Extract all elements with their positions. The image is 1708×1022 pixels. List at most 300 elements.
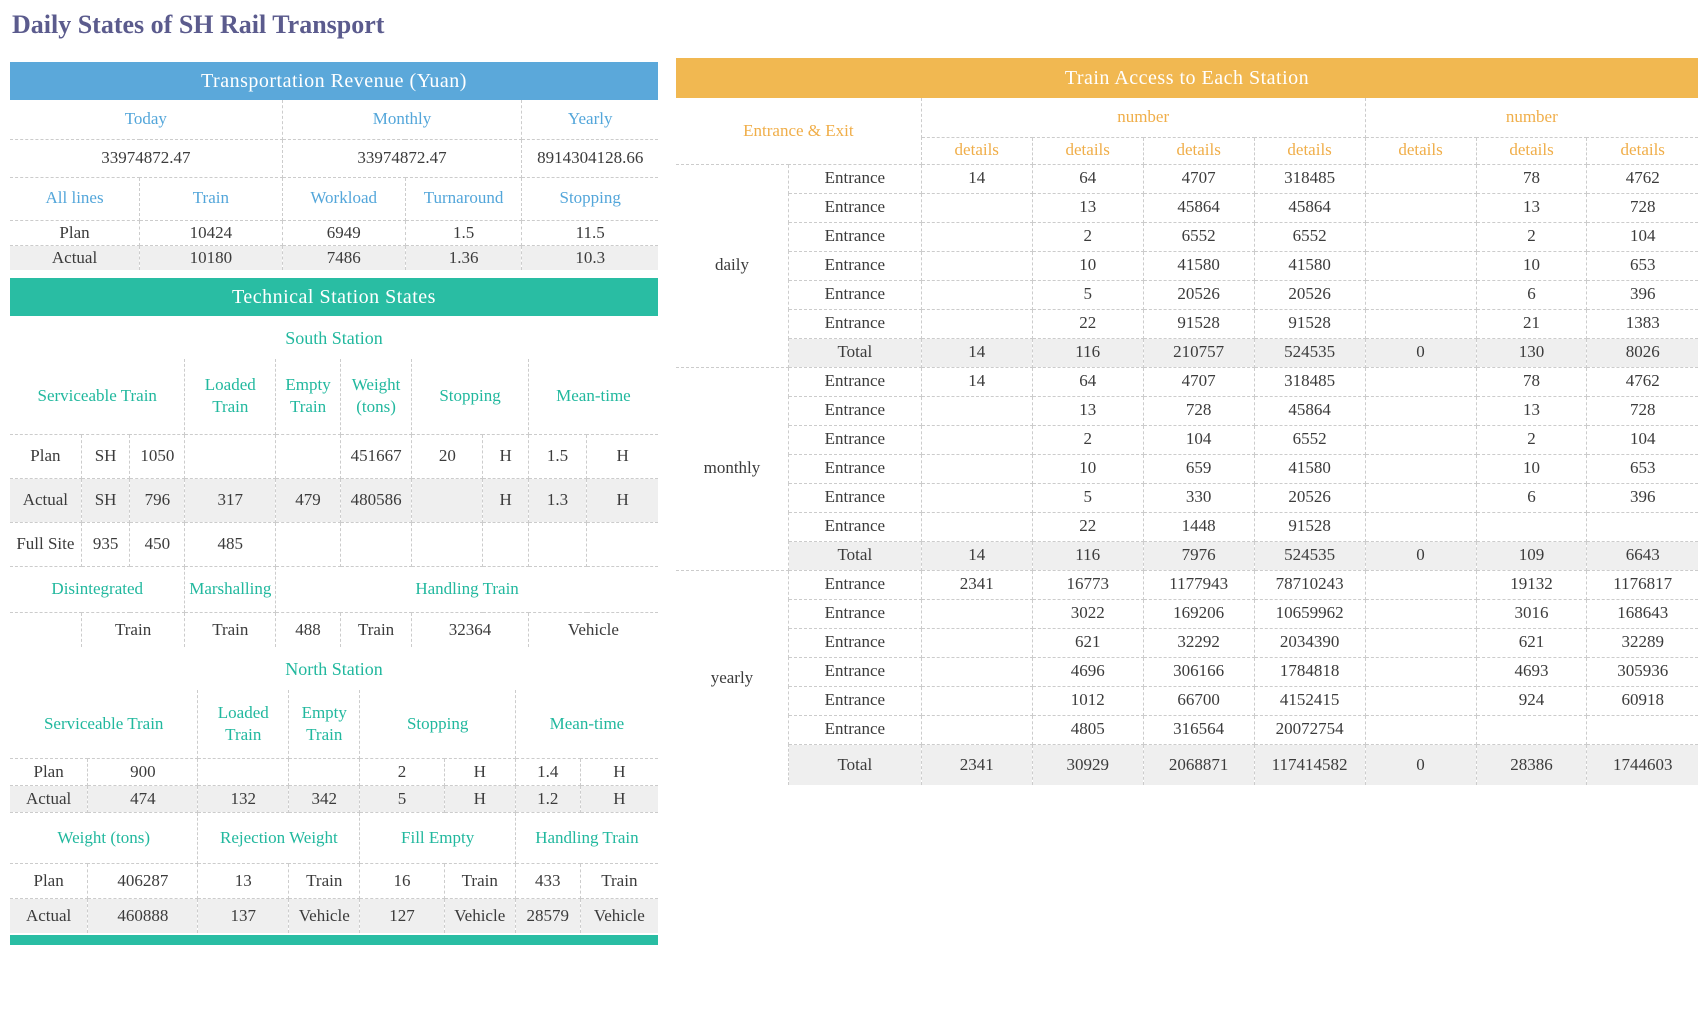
cell: 4696 (1032, 657, 1143, 686)
cell: 64 (1032, 164, 1143, 193)
cell: 4707 (1143, 367, 1254, 396)
cell: 20526 (1143, 280, 1254, 309)
cell: 396 (1587, 483, 1698, 512)
header-cell: Yearly (522, 100, 658, 139)
cell (412, 478, 483, 522)
cell: 728 (1143, 396, 1254, 425)
cell: 13 (198, 863, 289, 898)
cell: 32364 (412, 612, 529, 647)
cell: 104 (1587, 425, 1698, 454)
cell: 137 (198, 898, 289, 933)
header-cell: Serviceable Train (10, 690, 198, 758)
cell: 33974872.47 (282, 139, 522, 177)
cell: 91528 (1254, 309, 1365, 338)
cell: 22 (1032, 309, 1143, 338)
access-group-header-row (676, 98, 1698, 137)
north-headers (10, 690, 658, 758)
cell: 6552 (1254, 425, 1365, 454)
cell: 210757 (1143, 338, 1254, 367)
cell: Plan (10, 863, 88, 898)
cell: 21 (1476, 309, 1587, 338)
cell: 1.36 (405, 245, 522, 270)
revenue-section-header: Transportation Revenue (Yuan) (10, 62, 658, 100)
cell: 3016 (1476, 599, 1587, 628)
header-cell: Weight (tons) (10, 812, 198, 863)
cell: H (580, 758, 658, 785)
total-row (676, 338, 1698, 367)
cell: 5 (1032, 483, 1143, 512)
table-row (10, 359, 658, 434)
cell: 41580 (1143, 251, 1254, 280)
entrance-exit-header: Entrance & Exit (676, 98, 921, 164)
cell: 317 (185, 478, 276, 522)
cell: 20526 (1254, 280, 1365, 309)
entrance-row-label: Entrance (788, 628, 921, 657)
header-cell: Workload (282, 177, 405, 220)
table-row (676, 570, 1698, 599)
cell (921, 425, 1032, 454)
cell: 621 (1476, 628, 1587, 657)
south-headers (10, 359, 658, 434)
header-cell: Weight (tons) (340, 359, 411, 434)
entrance-row-label: Entrance (788, 396, 921, 425)
table-row (676, 454, 1698, 483)
cell: 2341 (921, 570, 1032, 599)
cell: 306166 (1143, 657, 1254, 686)
cell (1365, 657, 1476, 686)
cell: 1448 (1143, 512, 1254, 541)
cell (412, 522, 483, 566)
table-row (676, 628, 1698, 657)
cell (185, 434, 276, 478)
table-row (10, 785, 658, 812)
cell: 10659962 (1254, 599, 1365, 628)
entrance-row-label: Entrance (788, 599, 921, 628)
cell: 10 (1032, 251, 1143, 280)
cell: 4762 (1587, 164, 1698, 193)
cell: 45864 (1143, 193, 1254, 222)
north-sub-rows (10, 863, 658, 933)
cell: 474 (88, 785, 198, 812)
cell: 2 (1476, 222, 1587, 251)
cell: SH (81, 478, 130, 522)
cell: 2034390 (1254, 628, 1365, 657)
cell: 900 (88, 758, 198, 785)
cell: 10 (1476, 454, 1587, 483)
cell: 116 (1032, 541, 1143, 570)
cell: 1050 (130, 434, 185, 478)
details-header: details (1476, 137, 1587, 164)
header-cell: All lines (10, 177, 140, 220)
cell (921, 512, 1032, 541)
cell: 3022 (1032, 599, 1143, 628)
table-row (10, 220, 658, 245)
cell: 13 (1032, 396, 1143, 425)
cell: H (483, 478, 528, 522)
cell (921, 715, 1032, 744)
details-header: details (1587, 137, 1698, 164)
table-row (10, 566, 658, 612)
details-header: details (1143, 137, 1254, 164)
south-station-title: South Station (285, 328, 383, 349)
right-panel (676, 6, 1698, 945)
cell: 6552 (1254, 222, 1365, 251)
cell: 653 (1587, 251, 1698, 280)
cell: 10180 (140, 245, 283, 270)
table-row (10, 522, 658, 566)
cell: 0 (1365, 541, 1476, 570)
details-header: details (921, 137, 1032, 164)
cell: 451667 (340, 434, 411, 478)
revenue-rows (10, 220, 658, 270)
header-cell: Monthly (282, 100, 522, 139)
cell: H (444, 758, 515, 785)
table-row (676, 425, 1698, 454)
cell: 14 (921, 541, 1032, 570)
table-row (676, 483, 1698, 512)
cell: 60918 (1587, 686, 1698, 715)
entrance-row-label: Entrance (788, 657, 921, 686)
cell (1365, 396, 1476, 425)
header-cell: Mean-time (528, 359, 658, 434)
cell (1365, 512, 1476, 541)
access-table (676, 98, 1698, 785)
table-row (10, 139, 658, 177)
cell (1365, 454, 1476, 483)
table-row (676, 599, 1698, 628)
cell: 1383 (1587, 309, 1698, 338)
cell: 64 (1032, 367, 1143, 396)
cell: 16 (360, 863, 444, 898)
cell (921, 309, 1032, 338)
cell: 485 (185, 522, 276, 566)
header-cell: Empty Train (276, 359, 341, 434)
next-section-bar (10, 935, 658, 945)
cell: 1.2 (515, 785, 580, 812)
cell: 524535 (1254, 338, 1365, 367)
cell: Vehicle (580, 898, 658, 933)
north-rows (10, 758, 658, 812)
cell: 4762 (1587, 367, 1698, 396)
total-row (676, 541, 1698, 570)
entrance-row-label: Entrance (788, 512, 921, 541)
cell: 1.3 (528, 478, 586, 522)
entrance-row-label: Entrance (788, 164, 921, 193)
cell (1365, 715, 1476, 744)
page-title: Daily States of SH Rail Transport (12, 10, 385, 39)
cell: 1012 (1032, 686, 1143, 715)
cell: Actual (10, 478, 81, 522)
cell: 2341 (921, 744, 1032, 785)
table-row (676, 309, 1698, 338)
cell: Actual (10, 898, 88, 933)
cell (10, 612, 81, 647)
south-station-table (10, 359, 658, 647)
cell: 2 (1032, 222, 1143, 251)
header-cell: Handling Train (515, 812, 658, 863)
table-row (10, 100, 658, 139)
cell: 14 (921, 164, 1032, 193)
number-group-header: number (1365, 98, 1698, 137)
cell: Vehicle (444, 898, 515, 933)
cell (1365, 686, 1476, 715)
cell: H (580, 785, 658, 812)
cell: 91528 (1143, 309, 1254, 338)
cell: 19132 (1476, 570, 1587, 599)
cell (1365, 628, 1476, 657)
cell: 13 (1032, 193, 1143, 222)
cell: 2 (360, 758, 444, 785)
cell: 2 (1476, 425, 1587, 454)
cell (921, 599, 1032, 628)
header-cell: Fill Empty (360, 812, 516, 863)
cell (1365, 599, 1476, 628)
cell: 330 (1143, 483, 1254, 512)
cell: 1176817 (1587, 570, 1698, 599)
cell: 132 (198, 785, 289, 812)
period-label: yearly (676, 570, 788, 785)
cell: H (587, 478, 658, 522)
cell (289, 758, 360, 785)
cell: 10424 (140, 220, 283, 245)
entrance-row-label: Entrance (788, 309, 921, 338)
cell: 1.5 (405, 220, 522, 245)
entrance-row-label: Entrance (788, 715, 921, 744)
revenue-table (10, 100, 658, 270)
cell: 480586 (340, 478, 411, 522)
header-cell: Handling Train (276, 566, 658, 612)
cell: Train (289, 863, 360, 898)
cell: 6 (1476, 483, 1587, 512)
table-row (10, 612, 658, 647)
cell (1365, 222, 1476, 251)
cell: 91528 (1254, 512, 1365, 541)
table-row (676, 512, 1698, 541)
entrance-row-label: Entrance (788, 686, 921, 715)
cell: Plan (10, 220, 140, 245)
cell: 4693 (1476, 657, 1587, 686)
table-row (10, 690, 658, 758)
table-row (676, 657, 1698, 686)
period-label: daily (676, 164, 788, 367)
cell: 104 (1587, 222, 1698, 251)
cell: 342 (289, 785, 360, 812)
cell: 1.4 (515, 758, 580, 785)
header-cell: Loaded Train (185, 359, 276, 434)
table-row (676, 164, 1698, 193)
period-label: monthly (676, 367, 788, 570)
cell: 4707 (1143, 164, 1254, 193)
cell (921, 396, 1032, 425)
table-row (676, 686, 1698, 715)
header-cell: Disintegrated (10, 566, 185, 612)
entrance-row-label: Entrance (788, 222, 921, 251)
cell: 10.3 (522, 245, 658, 270)
cell: 130 (1476, 338, 1587, 367)
technical-section-header: Technical Station States (10, 278, 658, 316)
cell: 659 (1143, 454, 1254, 483)
cell: 1784818 (1254, 657, 1365, 686)
cell (921, 280, 1032, 309)
cell: 5 (1032, 280, 1143, 309)
revenue-period-values (10, 139, 658, 177)
cell (1587, 715, 1698, 744)
cell: H (444, 785, 515, 812)
cell: 935 (81, 522, 130, 566)
cell: 1177943 (1143, 570, 1254, 599)
cell (1476, 715, 1587, 744)
cell: 479 (276, 478, 341, 522)
cell: 728 (1587, 193, 1698, 222)
cell: 524535 (1254, 541, 1365, 570)
cell: 28386 (1476, 744, 1587, 785)
table-row (10, 478, 658, 522)
cell (921, 222, 1032, 251)
cell (1365, 367, 1476, 396)
cell: 14 (921, 338, 1032, 367)
table-row (10, 863, 658, 898)
cell: 8026 (1587, 338, 1698, 367)
cell: SH (81, 434, 130, 478)
total-row-label: Total (788, 541, 921, 570)
south-sub-rows (10, 612, 658, 647)
cell: 6552 (1143, 222, 1254, 251)
revenue-metric-headers (10, 177, 658, 220)
left-panel (10, 6, 658, 945)
table-row (676, 367, 1698, 396)
cell: 33974872.47 (10, 139, 282, 177)
cell (483, 522, 528, 566)
cell: 4152415 (1254, 686, 1365, 715)
cell: 66700 (1143, 686, 1254, 715)
cell: 924 (1476, 686, 1587, 715)
cell (921, 251, 1032, 280)
cell (1365, 251, 1476, 280)
total-row-label: Total (788, 744, 921, 785)
cell (921, 193, 1032, 222)
header-cell: Stopping (412, 359, 529, 434)
cell: 28579 (515, 898, 580, 933)
cell: 11.5 (522, 220, 658, 245)
table-row (10, 758, 658, 785)
north-sub-headers (10, 812, 658, 863)
cell: H (483, 434, 528, 478)
cell (528, 522, 586, 566)
cell (1365, 164, 1476, 193)
access-body (676, 164, 1698, 785)
cell: 168643 (1587, 599, 1698, 628)
cell (1365, 193, 1476, 222)
cell: 6643 (1587, 541, 1698, 570)
cell: 78 (1476, 164, 1587, 193)
cell: 41580 (1254, 454, 1365, 483)
cell: Train (185, 612, 276, 647)
cell: Train (580, 863, 658, 898)
header-cell: Train (140, 177, 283, 220)
cell: 30929 (1032, 744, 1143, 785)
cell (1365, 309, 1476, 338)
header-cell: Turnaround (405, 177, 522, 220)
table-row (10, 177, 658, 220)
cell: 433 (515, 863, 580, 898)
table-row (10, 898, 658, 933)
cell (1476, 512, 1587, 541)
cell: 728 (1587, 396, 1698, 425)
cell (1587, 512, 1698, 541)
table-row (676, 222, 1698, 251)
cell: 45864 (1254, 193, 1365, 222)
cell: 78710243 (1254, 570, 1365, 599)
cell: 396 (1587, 280, 1698, 309)
cell: 169206 (1143, 599, 1254, 628)
header-cell: Serviceable Train (10, 359, 185, 434)
cell: 32289 (1587, 628, 1698, 657)
cell: 116 (1032, 338, 1143, 367)
cell: Plan (10, 758, 88, 785)
cell: 20072754 (1254, 715, 1365, 744)
entrance-row-label: Entrance (788, 280, 921, 309)
header-cell: Today (10, 100, 282, 139)
cell: 7976 (1143, 541, 1254, 570)
cell (921, 454, 1032, 483)
entrance-row-label: Entrance (788, 570, 921, 599)
cell: Full Site (10, 522, 81, 566)
table-row (676, 280, 1698, 309)
cell: 16773 (1032, 570, 1143, 599)
cell: 7486 (282, 245, 405, 270)
cell: 406287 (88, 863, 198, 898)
cell: 10 (1476, 251, 1587, 280)
header-cell: Marshalling (185, 566, 276, 612)
cell (1365, 570, 1476, 599)
cell (1365, 483, 1476, 512)
access-section-header: Train Access to Each Station (676, 58, 1698, 98)
cell: 488 (276, 612, 341, 647)
header-cell: Loaded Train (198, 690, 289, 758)
cell: 796 (130, 478, 185, 522)
header-cell: Mean-time (515, 690, 658, 758)
cell: 13 (1476, 396, 1587, 425)
header-cell: Empty Train (289, 690, 360, 758)
cell: 0 (1365, 338, 1476, 367)
cell: 8914304128.66 (522, 139, 658, 177)
cell (340, 522, 411, 566)
cell: 127 (360, 898, 444, 933)
cell: 32292 (1143, 628, 1254, 657)
cell: 4805 (1032, 715, 1143, 744)
cell (1365, 425, 1476, 454)
cell: 0 (1365, 744, 1476, 785)
cell: 13 (1476, 193, 1587, 222)
cell (921, 628, 1032, 657)
south-rows (10, 434, 658, 566)
cell: 78 (1476, 367, 1587, 396)
entrance-row-label: Entrance (788, 367, 921, 396)
table-row (676, 193, 1698, 222)
cell (921, 686, 1032, 715)
details-header: details (1254, 137, 1365, 164)
cell: 1744603 (1587, 744, 1698, 785)
cell: Train (340, 612, 411, 647)
cell: Vehicle (289, 898, 360, 933)
cell: 6949 (282, 220, 405, 245)
entrance-row-label: Entrance (788, 251, 921, 280)
south-sub-headers (10, 566, 658, 612)
entrance-row-label: Entrance (788, 425, 921, 454)
table-row (10, 812, 658, 863)
details-header: details (1365, 137, 1476, 164)
north-station-table (10, 690, 658, 933)
